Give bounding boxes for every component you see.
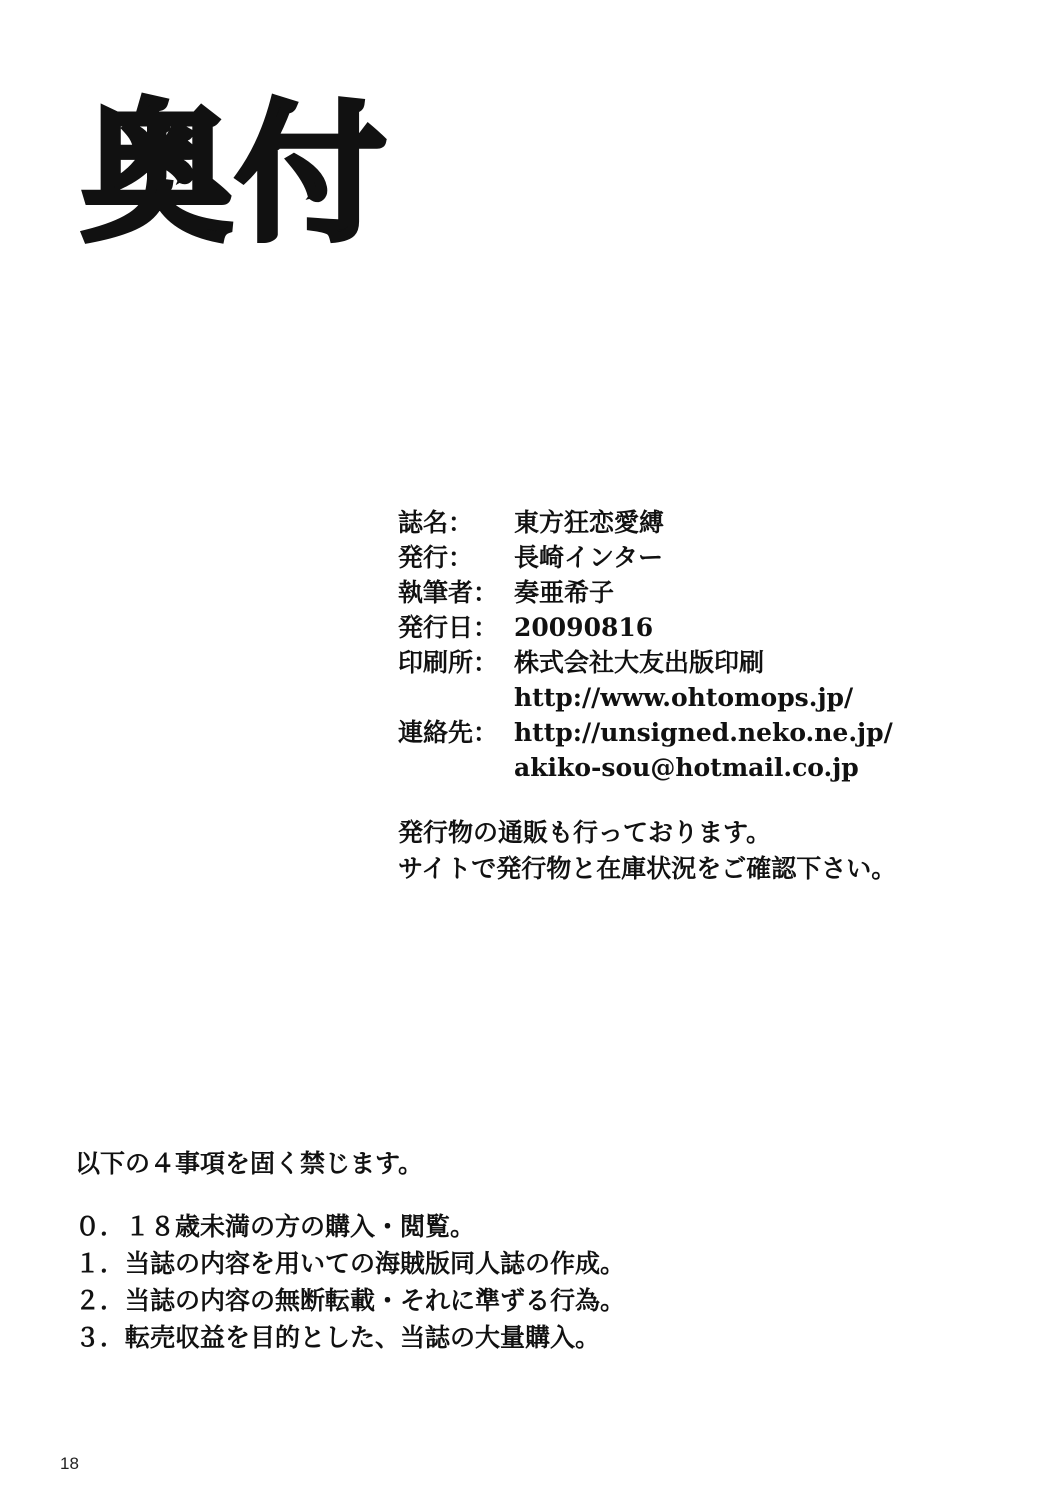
mail-order-notice <box>398 815 896 887</box>
info-label <box>398 750 514 785</box>
contact-email-link[interactable]: akiko-sou@hotmail.co.jp <box>514 753 859 782</box>
prohibition-item: ３．転売収益を目的とした、当誌の大量購入。 <box>75 1323 601 1352</box>
info-row-author <box>398 575 893 610</box>
info-label: 発行： <box>398 543 474 572</box>
info-row-title <box>398 505 893 540</box>
info-row-printer-url <box>398 680 893 715</box>
info-label: 発行日： <box>398 613 499 642</box>
info-label: 連絡先： <box>398 718 499 747</box>
notice-line: サイトで発行物と在庫状況をご確認下さい。 <box>398 854 897 883</box>
prohibitions-section <box>75 1145 625 1356</box>
info-row-printer <box>398 645 893 680</box>
prohibition-item: ２．当誌の内容の無断転載・それに準ずる行為。 <box>75 1286 626 1315</box>
info-row-date <box>398 610 893 645</box>
info-label <box>398 680 514 715</box>
prohibition-item: ０．１８歳未満の方の購入・閲覧。 <box>75 1212 476 1241</box>
info-row-publisher <box>398 540 893 575</box>
info-label: 誌名： <box>398 508 474 537</box>
printer-url-link[interactable]: http://www.ohtomops.jp/ <box>514 683 854 712</box>
info-row-email <box>398 750 893 785</box>
prohibition-item: １．当誌の内容を用いての海賊版同人誌の作成。 <box>75 1249 626 1278</box>
prohibitions-heading: 以下の４事項を固く禁じます。 <box>75 1149 424 1178</box>
info-value: 奏亜希子 <box>514 578 615 607</box>
info-label: 印刷所： <box>398 648 499 677</box>
info-label: 執筆者： <box>398 578 499 607</box>
notice-line: 発行物の通販も行っております。 <box>398 818 772 847</box>
info-value: 20090816 <box>514 613 654 642</box>
colophon-info <box>398 505 893 785</box>
info-value: 株式会社大友出版印刷 <box>514 648 765 677</box>
page-number: 18 <box>60 1454 79 1473</box>
page-title: 奥付 <box>82 88 391 262</box>
info-value: 長崎インター <box>514 543 664 572</box>
info-value: 東方狂恋愛縛 <box>514 508 665 537</box>
info-row-contact <box>398 715 893 750</box>
contact-url-link[interactable]: http://unsigned.neko.ne.jp/ <box>514 718 893 747</box>
